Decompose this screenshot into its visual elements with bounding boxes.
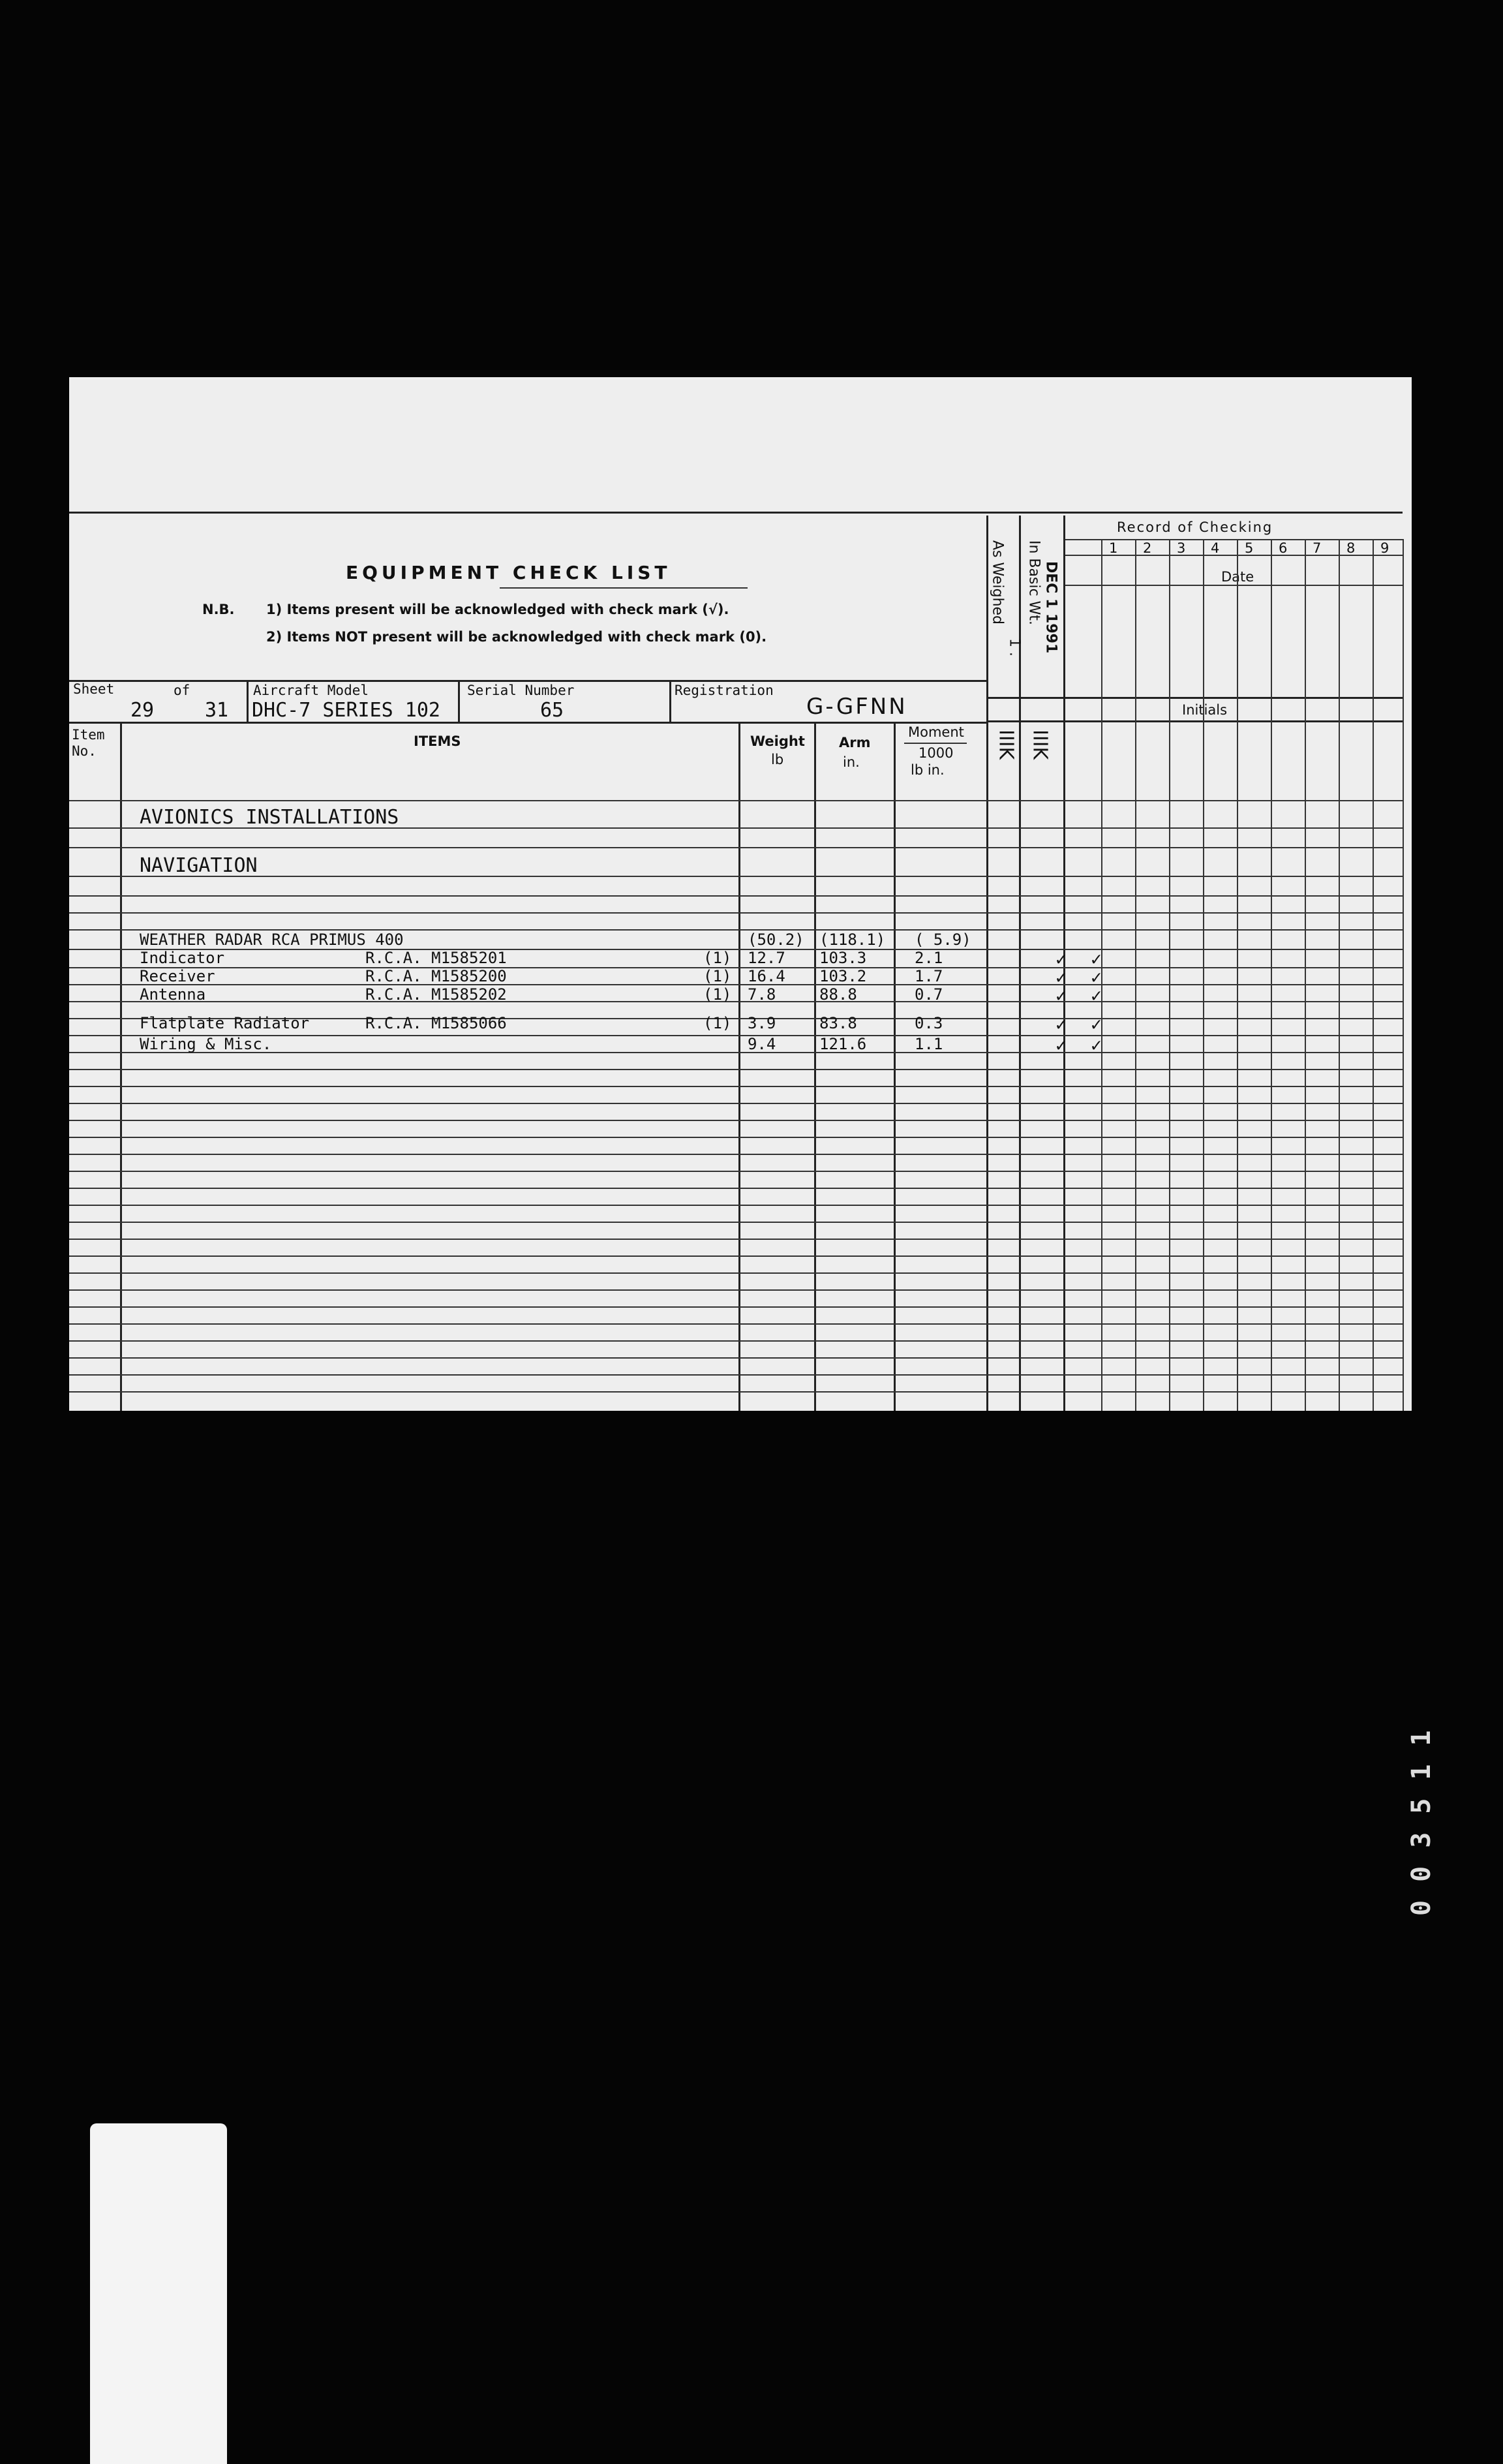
row-check-basic-weight: ✓	[1091, 1034, 1102, 1056]
row-weight: (50.2)	[748, 931, 804, 949]
section-navigation: NAVIGATION	[140, 854, 258, 877]
row-moment: 0.3	[915, 1014, 943, 1032]
row-arm: 103.2	[819, 967, 867, 985]
ruled-line	[69, 967, 1403, 968]
note-1: 1) Items present will be acknowledged with check mark (√).	[266, 602, 729, 617]
in-basic-label: In Basic Wt.	[1025, 540, 1042, 626]
aircraft-model-label: Aircraft Model	[253, 683, 369, 698]
row-check-as-weighed: ✓	[1055, 966, 1067, 988]
ruled-line	[69, 1222, 1403, 1223]
row-weight: 9.4	[748, 1035, 776, 1053]
arm-header: Arm	[839, 735, 871, 750]
row-check-as-weighed: ✓	[1055, 985, 1067, 1006]
row-part-number: R.C.A. M1585066	[365, 1014, 507, 1032]
serial-number-label: Serial Number	[467, 683, 575, 698]
ruled-line	[69, 1137, 1403, 1138]
record-column-line	[1339, 539, 1340, 1411]
ruled-line	[69, 949, 1403, 950]
row-part-number: R.C.A. M1585202	[365, 985, 507, 1004]
record-column-line	[1305, 539, 1306, 1411]
row-weight: 12.7	[748, 949, 785, 967]
record-column-number: 7	[1313, 540, 1322, 556]
row-arm: (118.1)	[819, 931, 886, 949]
initials-mark-2: IIIK	[1028, 730, 1052, 760]
row-part-number: R.C.A. M1585201	[365, 949, 507, 967]
ruled-line	[69, 1205, 1403, 1206]
ruled-line	[69, 1255, 1403, 1257]
record-column-number: 5	[1245, 540, 1254, 556]
ruled-line	[69, 1001, 1403, 1002]
row-arm: 88.8	[819, 985, 857, 1004]
row-item-name: Indicator	[140, 949, 225, 967]
items-header: ITEMS	[414, 733, 461, 749]
record-of-checking-label: Record of Checking	[1117, 519, 1273, 535]
row-item-name: Flatplate Radiator	[140, 1014, 310, 1032]
ruled-line	[69, 1340, 1403, 1342]
row-check-basic-weight: ✓	[1091, 985, 1102, 1006]
ruled-line	[69, 1103, 1403, 1104]
row-weight: 7.8	[748, 985, 776, 1004]
row-weight: 16.4	[748, 967, 785, 985]
row-moment: 2.1	[915, 949, 943, 967]
record-column-number: 4	[1211, 540, 1220, 556]
row-quantity: (1)	[703, 967, 732, 985]
ruled-line	[69, 984, 1403, 985]
record-column-number: 3	[1177, 540, 1186, 556]
weight-unit: lb	[771, 752, 784, 767]
row-check-basic-weight: ✓	[1091, 966, 1102, 988]
row-moment: 1.1	[915, 1035, 943, 1053]
ruled-line	[69, 876, 1403, 877]
of-label: of	[174, 683, 190, 698]
note-2: 2) Items NOT present will be acknowledged with check mark (0).	[266, 629, 767, 645]
record-column-line	[1237, 539, 1238, 1411]
row-item-name: Receiver	[140, 967, 215, 985]
row-check-as-weighed: ✓	[1055, 1034, 1067, 1056]
film-leader	[90, 2123, 227, 2464]
row-moment: 0.7	[915, 985, 943, 1004]
row-item-name: WEATHER RADAR RCA PRIMUS 400	[140, 931, 404, 949]
ruled-line	[69, 1171, 1403, 1172]
arm-unit: in.	[843, 754, 860, 770]
aircraft-model-value: DHC-7 SERIES 102	[252, 699, 440, 722]
row-weight: 3.9	[748, 1014, 776, 1032]
equipment-check-list-sheet	[69, 377, 1412, 1411]
row-arm: 121.6	[819, 1035, 867, 1053]
record-column-number: 1	[1109, 540, 1118, 556]
ruled-line	[69, 1357, 1403, 1359]
as-weighed-date: 1 .	[1006, 638, 1023, 656]
moment-header: Moment	[908, 724, 964, 740]
sheet-number: 29	[130, 699, 155, 722]
ruled-line	[69, 800, 1403, 801]
row-check-as-weighed: ✓	[1055, 1013, 1067, 1035]
ruled-line	[69, 1391, 1403, 1393]
ruled-line	[69, 1374, 1403, 1376]
ruled-line	[69, 1306, 1403, 1308]
ruled-line	[69, 1272, 1403, 1274]
record-column-number: 9	[1380, 540, 1389, 556]
film-frame-number: 003511	[1406, 1712, 1436, 1917]
ruled-line	[69, 1120, 1403, 1121]
as-weighed-label: As Weighed	[989, 540, 1006, 625]
row-check-as-weighed: ✓	[1055, 948, 1067, 970]
ruled-line	[69, 1086, 1403, 1087]
row-check-basic-weight: ✓	[1091, 948, 1102, 970]
initials-label: Initials	[1182, 702, 1228, 718]
row-item-name: Wiring & Misc.	[140, 1035, 272, 1053]
row-moment: ( 5.9)	[915, 931, 971, 949]
ruled-line	[69, 1289, 1403, 1291]
ruled-line	[69, 1069, 1403, 1070]
record-column-line	[1135, 539, 1136, 1411]
row-quantity: (1)	[703, 985, 732, 1004]
ruled-line	[69, 1154, 1403, 1155]
moment-divisor: 1000	[918, 745, 954, 761]
weight-header: Weight	[750, 733, 805, 749]
in-basic-date: DEC 1 1991	[1042, 561, 1059, 654]
row-part-number: R.C.A. M1585200	[365, 967, 507, 985]
ruled-line	[69, 1239, 1403, 1240]
row-arm: 83.8	[819, 1014, 857, 1032]
row-quantity: (1)	[703, 1014, 732, 1032]
registration-value: G-GFNN	[806, 694, 907, 720]
moment-unit: lb in.	[911, 762, 945, 778]
record-column-number: 2	[1143, 540, 1152, 556]
record-column-number: 8	[1346, 540, 1356, 556]
date-label: Date	[1221, 569, 1254, 585]
record-column-line	[1203, 539, 1204, 1411]
sheet-label: Sheet	[73, 681, 115, 697]
record-column-line	[1271, 539, 1272, 1411]
ruled-line	[69, 847, 1403, 848]
row-arm: 103.3	[819, 949, 867, 967]
record-column-number: 6	[1279, 540, 1288, 556]
registration-label: Registration	[675, 683, 774, 698]
record-column-line	[1403, 539, 1404, 1411]
row-check-basic-weight: ✓	[1091, 1013, 1102, 1035]
row-moment: 1.7	[915, 967, 943, 985]
sheet-total: 31	[205, 699, 229, 722]
serial-number-value: 65	[540, 699, 564, 722]
section-avionics: AVIONICS INSTALLATIONS	[140, 806, 399, 829]
row-item-name: Antenna	[140, 985, 206, 1004]
ruled-line	[69, 895, 1403, 897]
initials-mark-1: IIIK	[994, 730, 1018, 760]
form-title: EQUIPMENT CHECK LIST	[346, 562, 671, 583]
row-quantity: (1)	[703, 949, 732, 967]
nb-label: N.B.	[202, 602, 235, 617]
ruled-line	[69, 1188, 1403, 1189]
ruled-line	[69, 1323, 1403, 1325]
ruled-line	[69, 912, 1403, 914]
item-no-header: Item No.	[72, 727, 105, 760]
record-column-line	[1373, 539, 1374, 1411]
record-column-line	[1169, 539, 1170, 1411]
